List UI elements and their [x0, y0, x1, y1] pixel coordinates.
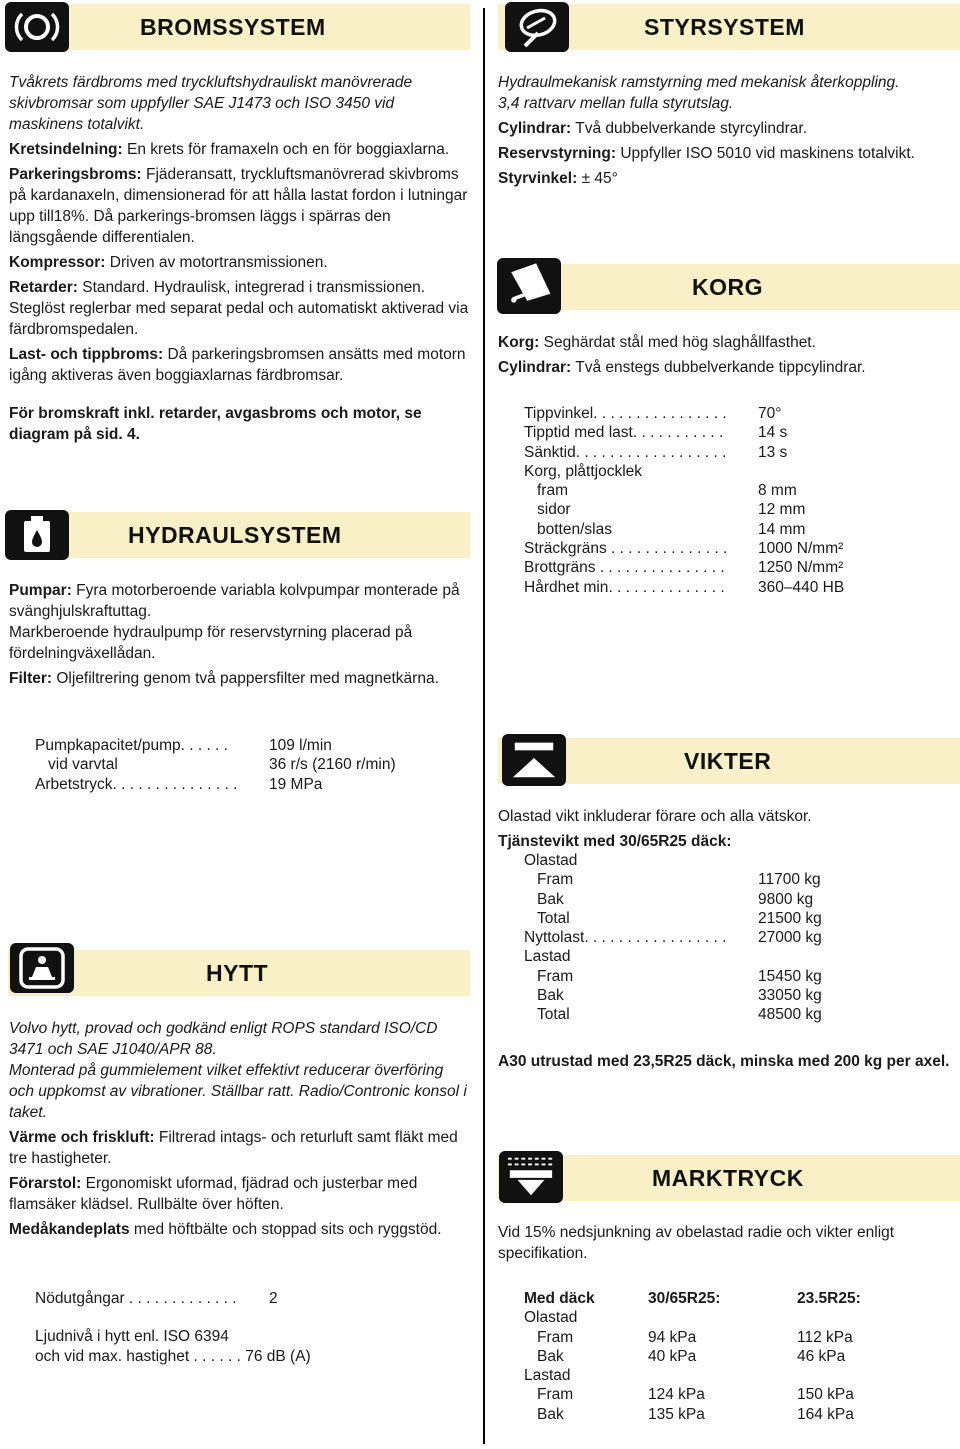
cab-seat-icon [10, 943, 74, 993]
spec-row: Ljudnivå i hytt enl. ISO 6394 [35, 1328, 229, 1346]
weights-spec-table [524, 851, 944, 1025]
steering-reserve: Reservstyrning: Uppfyller ISO 5010 vid maskinens totalvikt. [498, 145, 915, 162]
cab-passenger: Medåkandeplats med höftbälte och stoppad sits och ryggstöd. [9, 1221, 442, 1238]
brake-title: BROMSSYSTEM [140, 14, 326, 40]
table-row: Fram 124 kPa 150 kPa [537, 1386, 854, 1404]
table-row: Lastad [524, 1367, 571, 1385]
spec-row: och vid max. hastighet . . . . . . 76 dB (A) [35, 1347, 311, 1365]
cab-title: HYTT [206, 960, 269, 986]
spec-row: Fram 11700 kg [537, 871, 821, 889]
body-body [498, 332, 960, 382]
brake-icon [5, 2, 69, 52]
cab-intro-2: Monterad på gummielement vilket effektivt reducerar överföring och uppkomst av vibrationer. Ställbar ratt. Radio/Contronic konsol i taket. [9, 1062, 467, 1121]
spec-row: Pumpkapacitet/pump. . . . . . 109 l/min [35, 737, 332, 754]
weights-note-block [498, 1051, 960, 1072]
spec-row: Bak 33050 kg [537, 987, 822, 1005]
steering-body [498, 72, 960, 193]
table-row: Fram 94 kPa 112 kPa [537, 1328, 853, 1346]
spec-row: Sträckgräns . . . . . . . . . . . . . . 1000 N/mm² [524, 540, 844, 558]
steering-intro-1: Hydraulmekanisk ramstyrning med mekanisk återkoppling. [498, 74, 900, 91]
spec-row: Sänktid. . . . . . . . . . . . . . . . . . 13 s [524, 443, 788, 461]
ground-header [498, 1155, 960, 1201]
hydraulic-spec-table [35, 736, 455, 794]
brake-parking: Parkeringsbroms: Fjäderansatt, tryckluftsmanövrerad skivbroms på kardanaxeln, dimensionerad för att hålla lastat fordon i lutningar upp till18%. Då parkerings-bromsen läggs i spärras den längsgående differentialen. [9, 166, 468, 246]
spec-row: sidor 12 mm [537, 501, 806, 519]
weights-note: A30 utrustad med 23,5R25 däck, minska med 200 kg per axel. [498, 1053, 950, 1070]
cab-body [9, 1018, 471, 1244]
weights-intro: Olastad vikt inkluderar förare och alla vätskor. [498, 808, 812, 825]
weights-body [498, 806, 960, 852]
spec-row: Bak 9800 kg [537, 890, 814, 908]
spec-row: Lastad [524, 948, 571, 966]
spec-row: Olastad [524, 852, 578, 869]
steering-title: STYRSYSTEM [644, 14, 805, 40]
body-header [498, 264, 960, 310]
weight-icon [502, 734, 566, 786]
table-row: Bak 40 kPa 46 kPa [537, 1347, 846, 1365]
brake-note: För bromskraft inkl. retarder, avgasbroms och motor, se diagram på sid. 4. [9, 405, 422, 443]
spec-row: Tipptid med last. . . . . . . . . . . 14 s [524, 424, 788, 442]
hydraulic-title: HYDRAULSYSTEM [128, 522, 342, 548]
weights-tires: Tjänstevikt med 30/65R25 däck: [498, 833, 732, 850]
brake-retarder-2: Steglöst reglerbar med separat pedal och automatiskt aktiverad via färdbromspedalen. [9, 300, 469, 338]
steering-wheel-icon [505, 2, 569, 52]
hydraulic-filter: Filter: Oljefiltrering genom två pappersfilter med magnetkärna. [9, 670, 439, 687]
spec-row: fram 8 mm [537, 482, 797, 500]
ground-pressure-icon [499, 1151, 563, 1203]
spec-row: Arbetstryck. . . . . . . . . . . . . . . 19 MPa [35, 775, 323, 793]
brake-retarder: Retarder: Standard. Hydraulisk, integrerad i transmissionen. [9, 279, 426, 296]
spec-row: vid varvtal 36 r/s (2160 r/min) [48, 756, 396, 774]
ground-intro: Vid 15% nedsjunkning av obelastad radie och vikter enligt specifikation. [498, 1224, 895, 1262]
hydraulic-pumps-2: Markberoende hydraulpump för reservstyrning placerad på fördelningväxellådan. [9, 624, 413, 662]
spec-row: Nödutgångar . . . . . . . . . . . . . 2 [35, 1290, 278, 1307]
weights-title: VIKTER [684, 748, 772, 774]
spec-row: Total 21500 kg [537, 909, 822, 927]
cab-header [8, 950, 470, 996]
dump-body-icon [497, 258, 561, 314]
steering-angle: Styrvinkel: ± 45° [498, 170, 618, 187]
brake-intro: Tvåkrets färdbroms med tryckluftshydrauliskt manövrerade skivbromsar som uppfyller SAE J1473 och ISO 3450 vid maskinens totalvikt. [9, 74, 413, 133]
table-header: Med däck 30/65R25: 23.5R25: [524, 1290, 861, 1307]
brake-body [9, 72, 471, 445]
body-cyl: Cylindrar: Två enstegs dubbelverkande tippcylindrar. [498, 359, 866, 376]
spec-row: Nyttolast. . . . . . . . . . . . . . . . . 27000 kg [524, 929, 822, 947]
brake-compressor: Kompressor: Driven av motortransmissionen. [9, 254, 328, 271]
spec-row: Tippvinkel. . . . . . . . . . . . . . . . 70° [524, 405, 782, 422]
ground-table [524, 1289, 944, 1424]
column-divider [483, 8, 485, 1444]
spec-row: Hårdhet min. . . . . . . . . . . . . . 360–440 HB [524, 578, 845, 596]
brake-load: Last- och tippbroms: Då parkeringsbromsen ansätts med motorn igång aktiveras även boggiaxlarnas färdbromsar. [9, 346, 466, 384]
hydraulic-pumps: Pumpar: Fyra motorberoende variabla kolvpumpar monterade på svänghjulskraftuttag. [9, 582, 460, 620]
cab-intro-1: Volvo hytt, provad och godkänd enligt ROPS standard ISO/CD 3471 och SAE J1040/APR 88. [9, 1020, 438, 1058]
hydraulic-body [9, 580, 471, 693]
oil-can-icon [5, 510, 69, 560]
brake-header [8, 4, 470, 50]
ground-body [498, 1222, 960, 1268]
body-title: KORG [692, 274, 763, 300]
table-row: Olastad [524, 1309, 578, 1327]
spec-row: botten/slas 14 mm [537, 520, 806, 538]
spec-row: Total 48500 kg [537, 1006, 822, 1024]
cab-seat: Förarstol: Ergonomiskt uformad, fjädrad och justerbar med flamsäker klädsel. Rullbälte över höften. [9, 1175, 418, 1213]
body-korg: Korg: Seghärdat stål med hög slaghållfasthet. [498, 334, 816, 351]
cab-heat: Värme och friskluft: Filtrerad intags- och returluft samt fläkt med tre hastigheter. [9, 1129, 458, 1167]
spec-row: Korg, plåttjocklek [524, 462, 643, 480]
table-row: Bak 135 kPa 164 kPa [537, 1405, 854, 1423]
spec-row: Fram 15450 kg [537, 967, 822, 985]
weights-header [498, 738, 960, 784]
hydraulic-header [8, 512, 470, 558]
cab-spec-table [35, 1289, 455, 1366]
steering-intro-2: 3,4 rattvarv mellan fulla styrutslag. [498, 95, 734, 112]
body-spec-table [524, 404, 944, 597]
brake-circuit: Kretsindelning: En krets för framaxeln och en för boggiaxlarna. [9, 141, 450, 158]
ground-title: MARKTRYCK [652, 1165, 804, 1191]
steering-cyl: Cylindrar: Två dubbelverkande styrcylindrar. [498, 120, 807, 137]
spec-row: Brottgräns . . . . . . . . . . . . . . . 1250 N/mm² [524, 559, 844, 577]
